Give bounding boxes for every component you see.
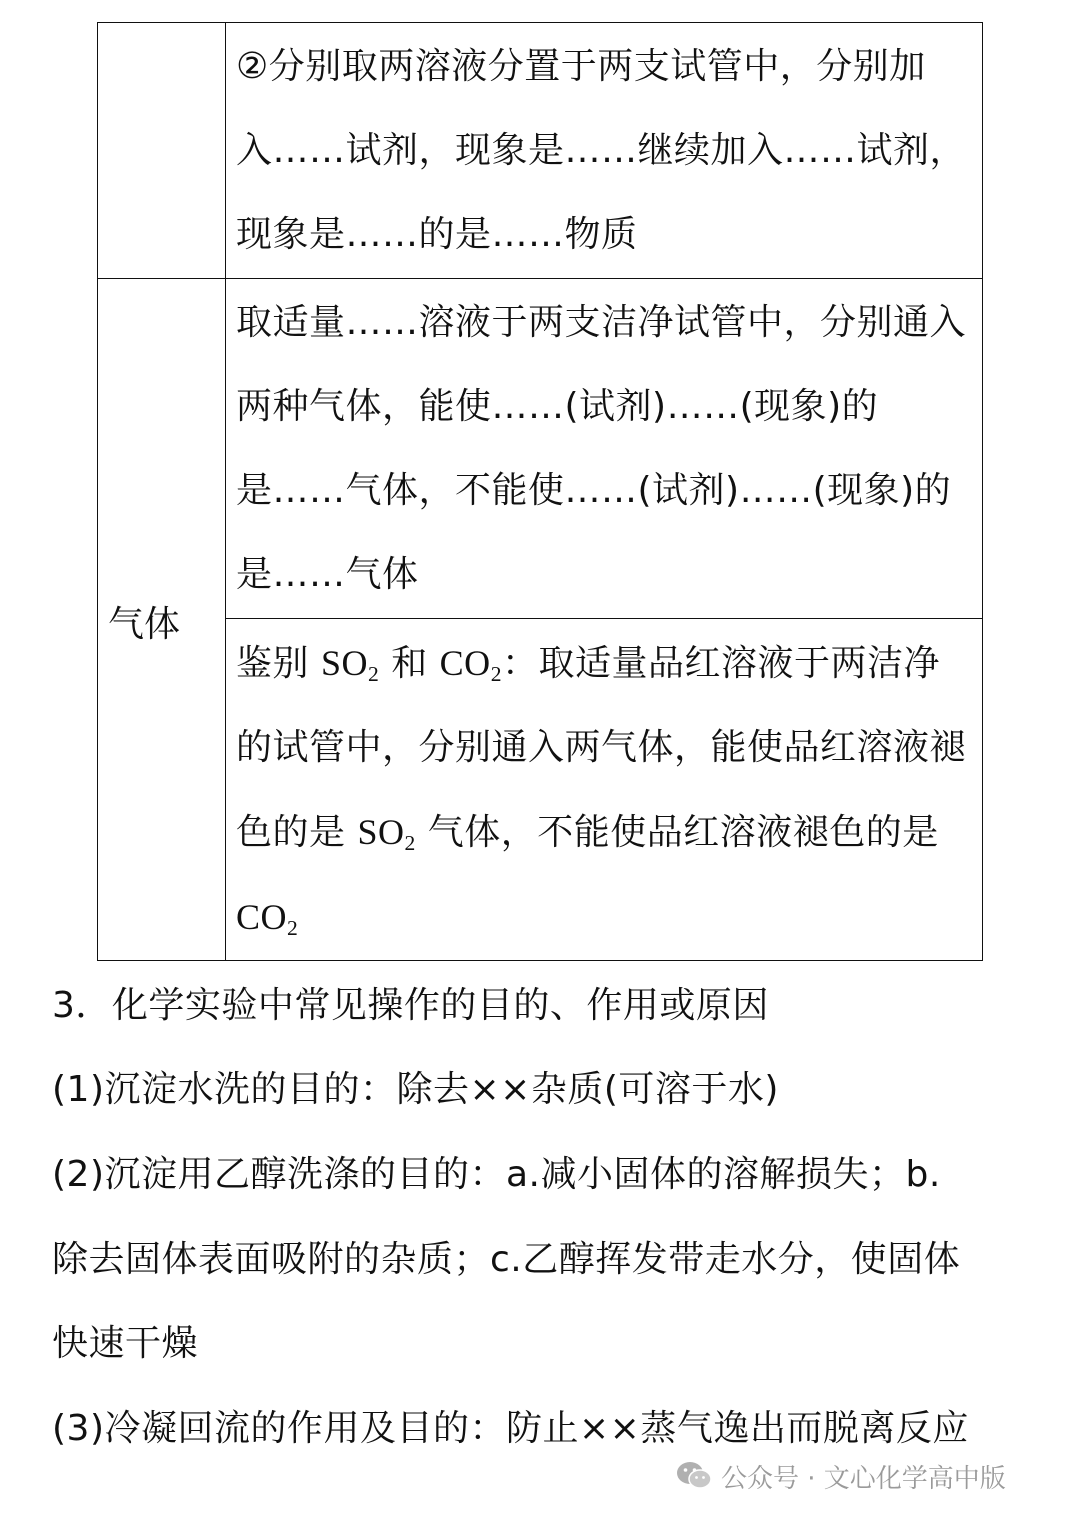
watermark xyxy=(675,1456,1006,1496)
subscript: 2 xyxy=(287,916,299,940)
table-cell-empty xyxy=(98,23,226,279)
list-item-continued: 除去固体表面吸附的杂质；c.乙醇挥发带走水分，使固体 xyxy=(52,1239,961,1280)
text-segment: 和 xyxy=(379,643,440,684)
formula-so2: SO xyxy=(357,812,405,852)
method-text: ②分别取两溶液分置于两支试管中，分别加入……试剂，现象是……继续加入……试剂，现象是……的是……物质 xyxy=(236,46,967,255)
list-item: (2)沉淀用乙醇洗涤的目的：a.减小固体的溶解损失；b. xyxy=(52,1154,941,1195)
gas-general-text: 取适量……溶液于两支洁净试管中，分别通入两种气体，能使……(试剂)……(现象)的是……气体，不能使……(试剂)……(现象)的是……气体 xyxy=(236,302,967,595)
table-cell-method xyxy=(226,23,983,279)
text-segment: ：取适量品红溶液于两洁净的试管中，分别通入两气体，能使品红溶液褪色的是 xyxy=(236,643,967,853)
list-item-continued: 快速干燥 xyxy=(52,1323,199,1364)
watermark-text: 公众号 · 文心化学高中版 xyxy=(721,1463,1006,1494)
comparison-table xyxy=(97,22,983,961)
formula-co2: CO xyxy=(439,643,491,683)
gas-example-text xyxy=(226,619,982,960)
text-segment: 鉴别 xyxy=(236,643,321,684)
category-label: 气体 xyxy=(108,604,181,645)
subscript: 2 xyxy=(404,831,416,855)
table-row xyxy=(98,23,983,279)
table-row xyxy=(98,279,983,619)
text-segment: 气体，不能使品红溶液褪色的是 xyxy=(415,812,939,853)
section-heading: 3．化学实验中常见操作的目的、作用或原因 xyxy=(52,985,769,1026)
list-item: (1)沉淀水洗的目的：除去××杂质(可溶于水) xyxy=(52,1069,779,1110)
wechat-icon xyxy=(675,1460,713,1492)
table-cell-gas-example xyxy=(226,619,983,961)
subscript: 2 xyxy=(367,662,380,686)
table-row xyxy=(98,619,983,961)
subscript: 2 xyxy=(490,662,502,686)
formula-co2: CO xyxy=(236,897,288,937)
list-item: (3)冷凝回流的作用及目的：防止××蒸气逸出而脱离反应 xyxy=(52,1408,969,1449)
formula-so2: SO xyxy=(320,643,368,683)
category-cell-gas xyxy=(98,279,226,961)
table-cell-gas-general xyxy=(226,279,983,619)
